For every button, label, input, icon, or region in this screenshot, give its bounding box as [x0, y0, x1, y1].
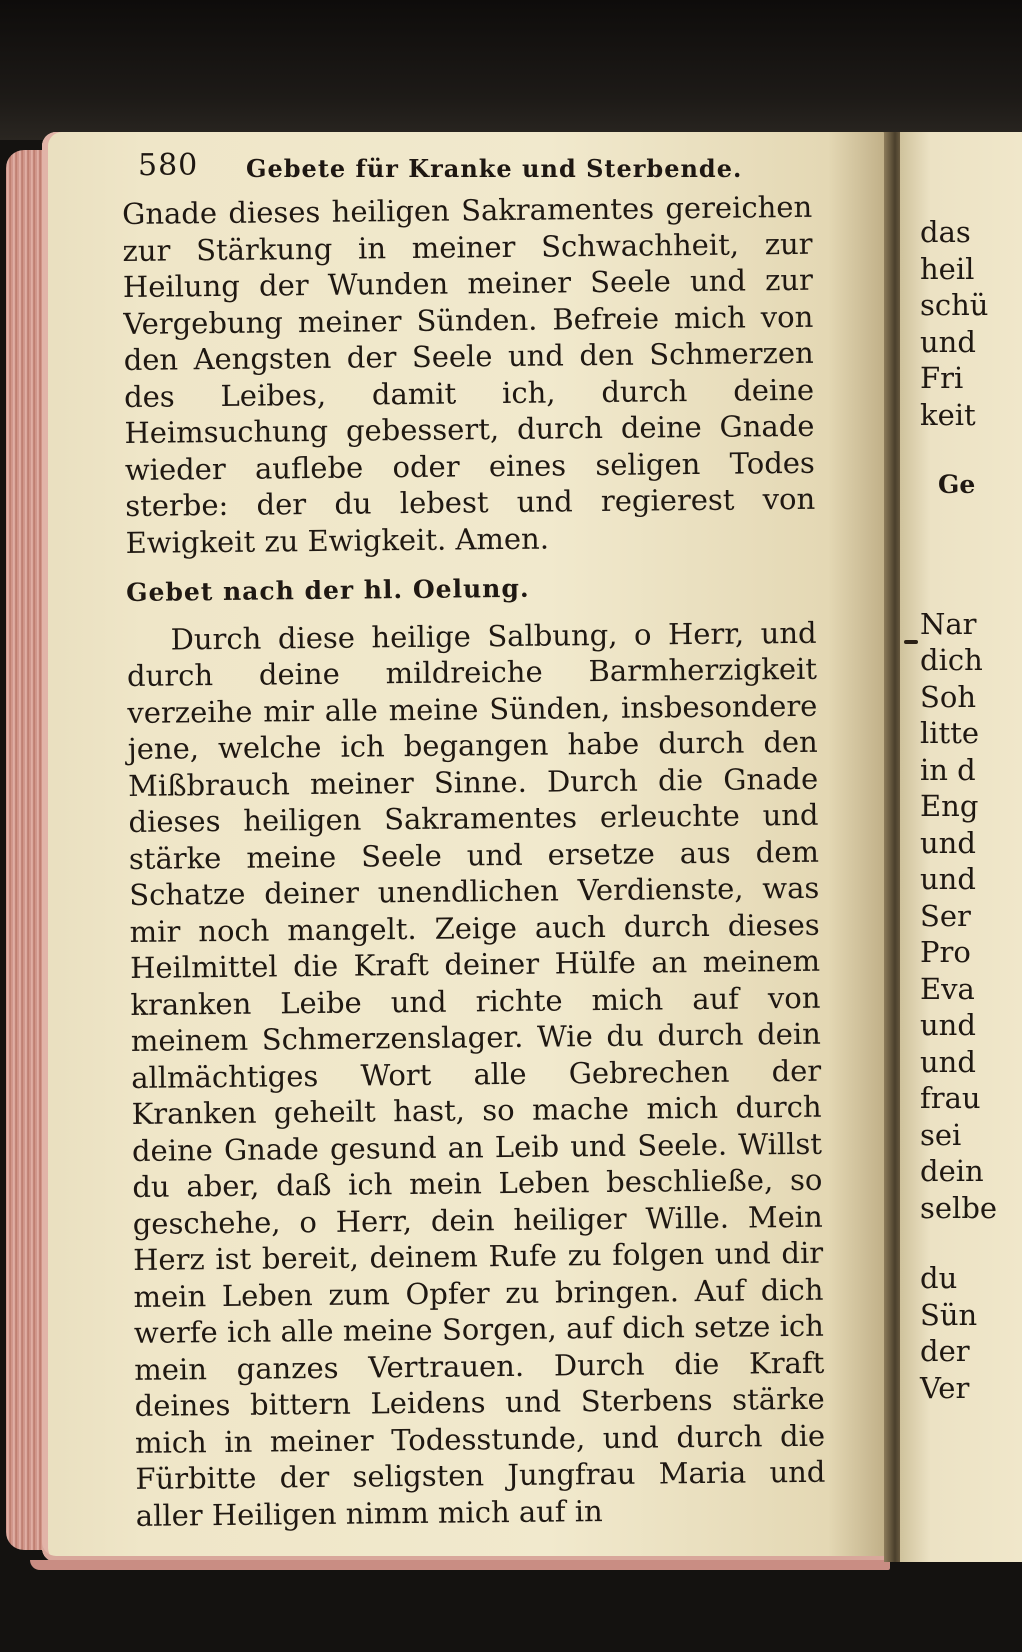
fragment-line: Ver	[920, 1370, 970, 1405]
fragment-line: Eng	[920, 789, 979, 823]
fragment-line: Pro	[920, 935, 971, 969]
paragraph-2: Durch diese heilige Salbung, o Herr, und durch deine mildreiche Barmherzigkeit verzeihe mir alle meine Sünden, insbesondere jene, welche ich begangen habe durch den Mißbrauch meiner Sinne. Durch die Gnade dieses heiligen Sakramentes erleuchte und stärke meine Seele und ersetze aus dem Schatze deiner unendlichen Verdienste, was mir noch mangelt. Zeige auch durch dieses Heilmittel die Kraft deiner Hülfe an meinem kranken Leibe und richte mich auf von meinem Schmerzenslager. Wie du durch dein allmächtiges Wort alle Gebrechen der Kranken geheilt hast, so mache mich durch deine Gnade gesund an Leib und Seele. Willst du aber, daß ich mein Leben beschließe, so geschehe, o Herr, dein heiliger Wille. Mein Herz ist bereit, deinem Rufe zu folgen und dir mein Leben zum Opfer zu bringen. Auf dich werfe ich alle meine Sorgen, auf dich setze ich mein ganzes Vertrauen. Durch die Kraft deines bittern Leidens und Sterbens stärke mich in meiner Todesstunde, und durch die Fürbitte der seligsten Jungfrau Maria und aller Heiligen nimm mich auf in	[126, 615, 826, 1533]
page-number: 580	[138, 148, 199, 183]
fragment-line: Soh	[920, 679, 977, 714]
fragment-line: dich	[920, 643, 983, 677]
fragment-line: litte	[920, 716, 980, 750]
fragment-line: frau	[920, 1081, 981, 1115]
book-cover-background	[0, 0, 1022, 140]
fragment-line: selbe	[920, 1190, 998, 1225]
fragment-line: Fri	[920, 361, 964, 395]
fragment-line: Sün	[920, 1297, 978, 1332]
fragment-line: sei	[920, 1117, 962, 1152]
fragment-line: in d	[920, 752, 976, 787]
left-page-text	[122, 189, 826, 1534]
fragment-line: Eva	[920, 971, 975, 1006]
fragment-line: und	[920, 324, 976, 359]
fragment-line: schü	[920, 288, 989, 322]
fragment-line: Ser	[920, 898, 971, 933]
fragment-heading: Ge	[938, 470, 976, 499]
page-bottom-edge	[30, 1560, 890, 1570]
page-header	[138, 148, 828, 188]
right-page-fragments	[920, 214, 997, 1406]
running-head: Gebete für Kranke und Sterbende.	[246, 154, 743, 183]
section-heading: Gebet nach der hl. Oelung.	[126, 573, 530, 607]
fragment-line: dein	[920, 1154, 984, 1188]
paragraph-1: Gnade dieses heiligen Sakramentes gereichen zur Stärkung in meiner Schwachheit, zur Heilung der Wunden meiner Seele und zur Vergebung meiner Sünden. Befreie mich von den Aengsten der Seele und den Schmerzen des Leibes, damit ich, durch deine Heimsuchung gebessert, durch deine Gnade wieder auflebe oder eines seligen Todes sterbe: der du lebest und regierest von Ewigkeit zu Ewigkeit. Amen.	[122, 189, 816, 560]
fragment-line: heil	[920, 251, 975, 286]
fragment-line: keit	[920, 397, 976, 432]
fragment-line: Nar	[920, 606, 977, 641]
fragment-line: und	[920, 825, 976, 860]
fragment-line: und	[920, 1044, 976, 1079]
fragment-line: du	[920, 1261, 958, 1295]
right-page	[900, 132, 1022, 1562]
ink-smudge	[904, 640, 918, 644]
fragment-line: und	[920, 1008, 976, 1042]
fragment-line: und	[920, 862, 976, 896]
fragment-line: das	[920, 215, 971, 249]
fragment-line: der	[920, 1334, 970, 1368]
